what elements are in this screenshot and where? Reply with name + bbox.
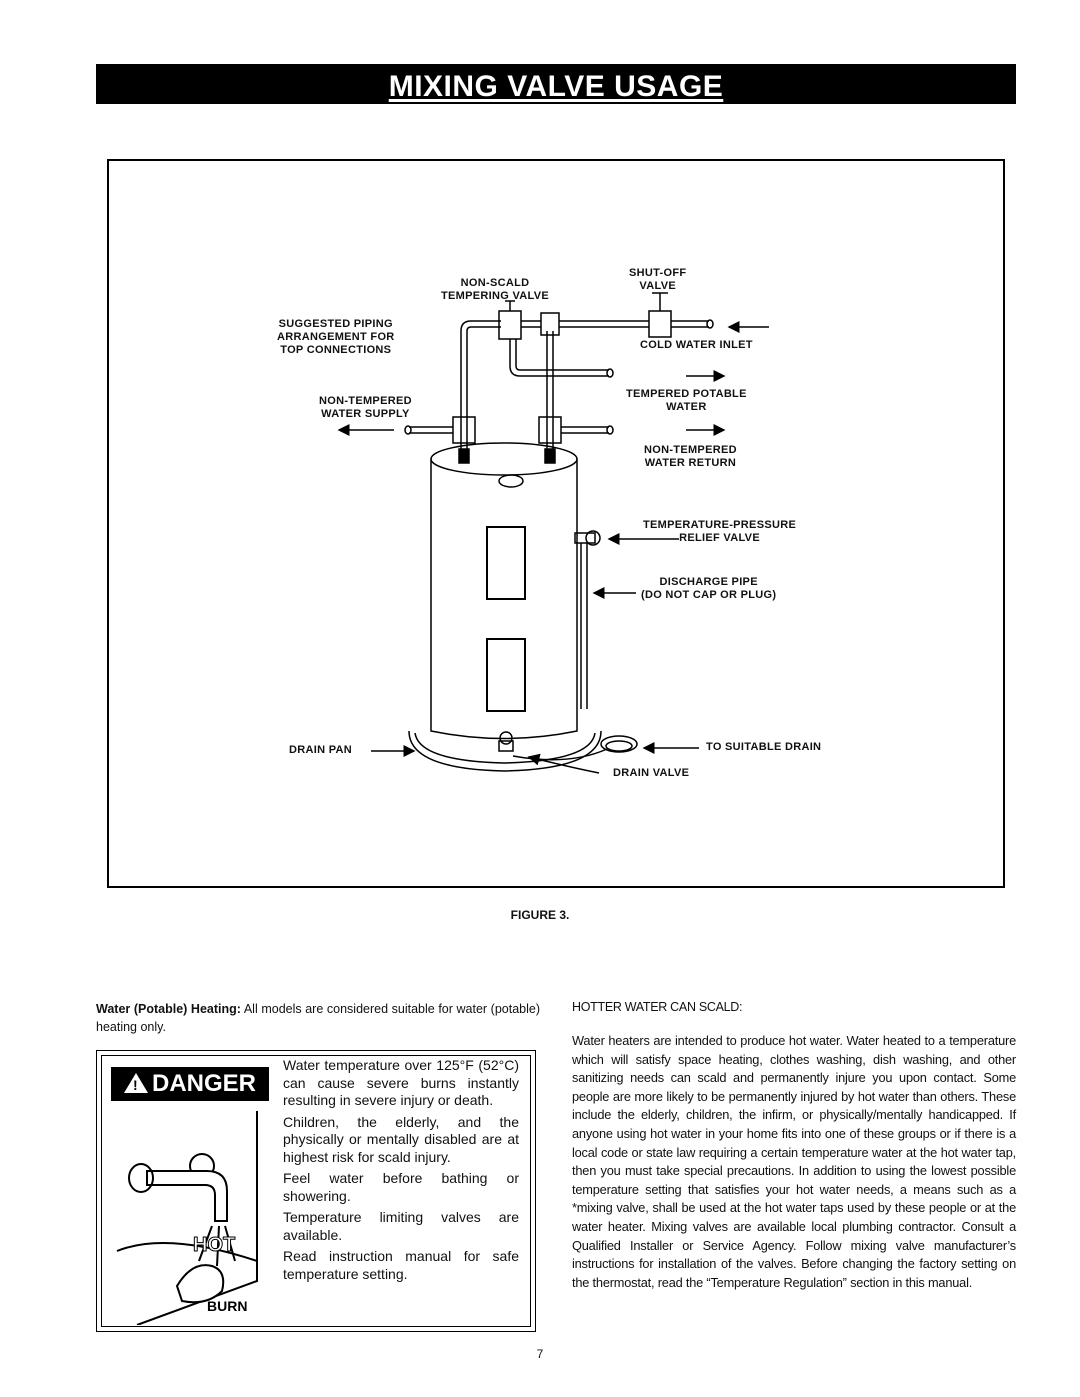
page-title: MIXING VALVE USAGE [388,70,724,103]
label-non-tempered-supply: NON-TEMPERED WATER SUPPLY [319,395,412,420]
burn-text: BURN [207,1298,248,1314]
water-heater-diagram [109,161,1003,886]
label-non-tempered-return: NON-TEMPERED WATER RETURN [644,444,737,469]
scald-hazard-icon [107,1111,277,1325]
label-tp-relief-valve: TEMPERATURE-PRESSURE RELIEF VALVE [643,519,797,544]
danger-warning-box [96,1050,536,1332]
label-tempered-potable: TEMPERED POTABLE WATER [626,388,747,413]
page-number: 7 [536,1347,544,1361]
label-shutoff-valve: SHUT-OFF VALVE [629,267,687,292]
title-bar [96,64,1016,104]
danger-messages [283,1057,519,1287]
danger-message: Water temperature over 125°F (52°C) can cause severe burns instantly resulting in severe injury or death. [283,1057,519,1108]
label-non-scald-valve: NON-SCALD TEMPERING VALVE [441,277,549,302]
danger-message: Feel water before bathing or showering. [283,1170,519,1204]
figure-caption: FIGURE 3. [510,908,570,922]
water-heating-heading: Water (Potable) Heating: [96,1002,241,1016]
scald-section [572,1000,1016,1292]
water-heating-text: All models are considered suitable for water (potable) heating only. [96,1002,540,1034]
label-cold-water-inlet: COLD WATER INLET [640,339,753,351]
label-to-suitable-drain: TO SUITABLE DRAIN [706,741,822,753]
figure-frame [107,159,1005,888]
hot-text: HOT [193,1234,236,1256]
danger-label: DANGER [151,1070,256,1097]
danger-message: Temperature limiting valves are available. [283,1209,519,1243]
danger-message: Read instruction manual for safe temperature setting. [283,1248,519,1282]
label-suggested-piping: SUGGESTED PIPING ARRANGEMENT FOR TOP CONNECTIONS [277,318,395,356]
label-drain-valve: DRAIN VALVE [613,767,690,779]
water-heating-paragraph [96,1000,540,1036]
label-discharge-pipe: DISCHARGE PIPE (DO NOT CAP OR PLUG) [641,576,777,601]
scald-body: Water heaters are intended to produce hot water. Water heated to a temperature which will satisfy space heating, clothes washing, dish washing, and other sanitizing needs can scald and permanently injure you upon contact. Some people are more likely to be permanently injured by hot water than others. These include the elderly, children, the infirm, or physically/mentally handicapped. If anyone using hot water in your home fits into one of these groups or if there is a local code or state law requiring a certain temperature water at the hot water tap, then you must take special precautions. In addition to using the lowest possible temperature setting that satisfies your hot water needs, a means such as a *mixing valve, shall be used at the hot water taps used by these people or at the water heater. Mixing valves are available local plumbing contractor. Consult a Qualified Installer or Service Agency. Follow mixing valve manufacturer’s instructions for installation of the valves. Before changing the factory setting on the thermostat, read the “Temperature Regulation” section in this manual. [572,1033,1016,1290]
danger-header [111,1067,269,1101]
label-drain-pan: DRAIN PAN [289,744,352,756]
scald-heading: HOTTER WATER CAN SCALD: [572,1000,743,1014]
warning-triangle-icon: ! [124,1073,148,1093]
danger-message: Children, the elderly, and the physically or mentally disabled are at highest risk for scald injury. [283,1113,519,1165]
